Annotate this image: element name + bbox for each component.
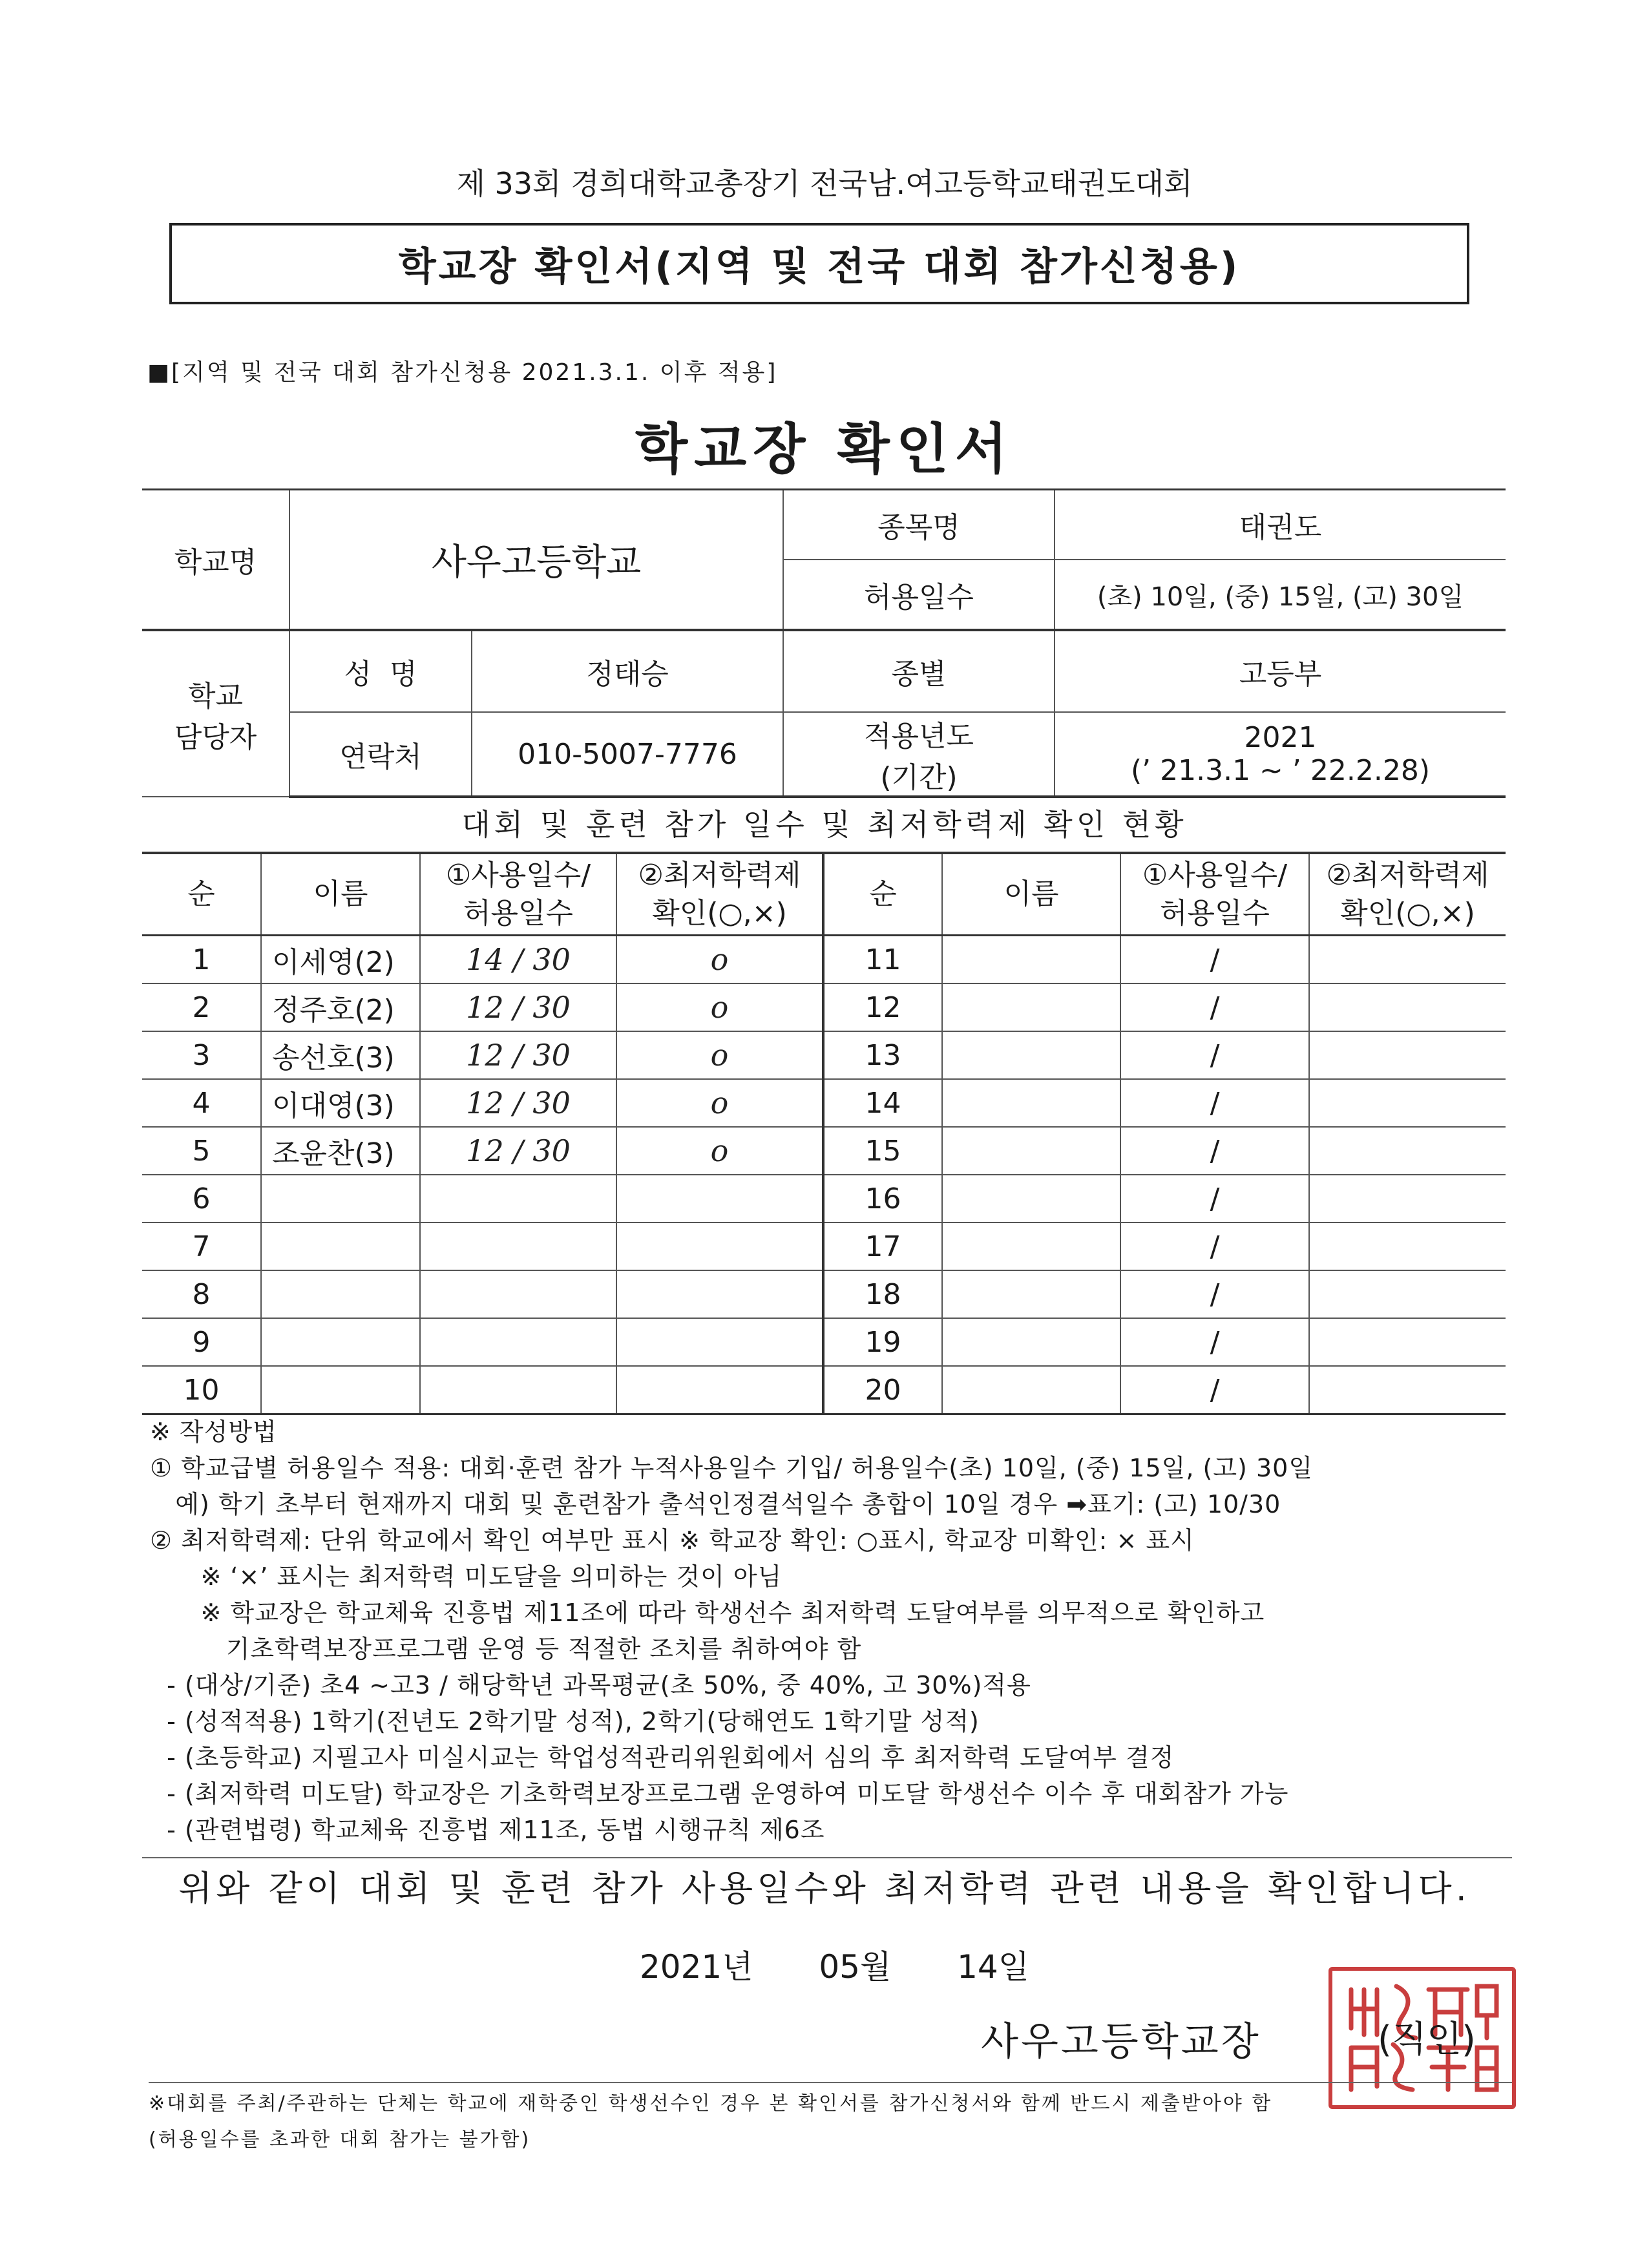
row-check-right <box>1309 1270 1506 1318</box>
col-check-right <box>1309 853 1506 936</box>
row-days: 12 / 30 <box>420 1031 616 1079</box>
row-name <box>261 1270 420 1318</box>
table-header-row <box>142 853 1506 936</box>
method-line: 기초학력보장프로그램 운영 등 적절한 조치를 취하여야 함 <box>150 1635 862 1663</box>
seal-label: (직인) <box>1378 2019 1476 2061</box>
row-name: 이세영(2) <box>261 936 420 984</box>
row-no: 10 <box>142 1366 261 1414</box>
contact-value: 010-5007-7776 <box>472 712 783 797</box>
allowed-days-value: (초) 10일, (중) 15일, (고) 30일 <box>1055 560 1506 630</box>
row-no: 8 <box>142 1270 261 1318</box>
row-no-right: 11 <box>823 936 942 984</box>
row-no-right: 18 <box>823 1270 942 1318</box>
row-no-right: 12 <box>823 983 942 1031</box>
row-name <box>261 1223 420 1270</box>
row-check <box>616 1270 823 1318</box>
footer-divider <box>149 2082 1512 2083</box>
division-label: 종별 <box>783 630 1055 712</box>
row-check <box>616 1366 823 1414</box>
footer-note <box>149 2082 1512 2158</box>
row-days-right: / <box>1120 1270 1309 1318</box>
divider <box>142 1857 1512 1858</box>
row-days-right: / <box>1120 1223 1309 1270</box>
row-days <box>420 1223 616 1270</box>
document-type-box: 학교장 확인서(지역 및 전국 대회 참가신청용) <box>169 223 1469 304</box>
row-name-right <box>942 1270 1120 1318</box>
row-no: 1 <box>142 936 261 984</box>
row-check <box>616 1318 823 1366</box>
col-no-right: 순 <box>823 853 942 936</box>
table-row <box>142 1270 1506 1318</box>
row-no-right: 20 <box>823 1366 942 1414</box>
document-title: 학교장 확인서 <box>635 417 1014 481</box>
row-name-right <box>942 1318 1120 1366</box>
row-days: 12 / 30 <box>420 983 616 1031</box>
event-title: 제 33회 경희대학교총장기 전국남.여고등학교태권도대회 <box>456 166 1193 201</box>
row-name-right <box>942 936 1120 984</box>
row-days-right: / <box>1120 1031 1309 1079</box>
row-name <box>261 1175 420 1223</box>
manager-name-value: 정태승 <box>472 630 783 712</box>
row-name: 이대영(3) <box>261 1079 420 1127</box>
row-name <box>261 1318 420 1366</box>
date-year: 2021년 <box>640 1948 753 1986</box>
row-days: 14 / 30 <box>420 936 616 984</box>
table-row <box>142 1175 1506 1223</box>
row-days-right: / <box>1120 1366 1309 1414</box>
manager-label <box>142 630 289 797</box>
row-days-right: / <box>1120 936 1309 984</box>
col-days <box>420 853 616 936</box>
row-days <box>420 1270 616 1318</box>
period-value-year: 2021 <box>1244 721 1317 754</box>
col-days-right-line2: 허용일수 <box>1159 897 1270 930</box>
row-check-right <box>1309 1031 1506 1079</box>
row-check-right <box>1309 1223 1506 1270</box>
col-check-right-line2: 확인(○,×) <box>1340 897 1475 930</box>
application-notice: ■[지역 및 전국 대회 참가신청용 2021.3.1. 이후 적용] <box>147 359 778 386</box>
row-no: 6 <box>142 1175 261 1223</box>
row-check: o <box>616 1079 823 1127</box>
row-no: 7 <box>142 1223 261 1270</box>
col-days-line2: 허용일수 <box>463 897 573 930</box>
row-no-right: 14 <box>823 1079 942 1127</box>
row-days-right: / <box>1120 1175 1309 1223</box>
method-line: ※ ‘×’ 표시는 최저학력 미도달을 의미하는 것이 아님 <box>150 1562 782 1591</box>
period-value <box>1055 712 1506 797</box>
table-row <box>142 1366 1506 1414</box>
row-check: o <box>616 1127 823 1175</box>
status-title: 대회 및 훈련 참가 일수 및 최저학력제 확인 현황 <box>461 807 1188 842</box>
row-name-right <box>942 1366 1120 1414</box>
row-no: 4 <box>142 1079 261 1127</box>
method-line: - (성적적용) 1학기(전년도 2학기말 성적), 2학기(당해연도 1학기말 성적) <box>150 1707 980 1736</box>
row-days: 12 / 30 <box>420 1127 616 1175</box>
table-row <box>142 1127 1506 1175</box>
row-check-right <box>1309 1175 1506 1223</box>
row-name-right <box>942 1079 1120 1127</box>
col-check <box>616 853 823 936</box>
row-name-right <box>942 1223 1120 1270</box>
row-check-right <box>1309 1366 1506 1414</box>
row-no-right: 19 <box>823 1318 942 1366</box>
row-no-right: 13 <box>823 1031 942 1079</box>
method-lines <box>150 1450 1520 1848</box>
sport-value: 태권도 <box>1055 490 1506 560</box>
manager-label-line2: 담당자 <box>174 720 257 754</box>
row-no-right: 17 <box>823 1223 942 1270</box>
row-days <box>420 1175 616 1223</box>
row-check: o <box>616 983 823 1031</box>
row-days-right: / <box>1120 1079 1309 1127</box>
row-name-right <box>942 1127 1120 1175</box>
allowed-days-label: 허용일수 <box>783 560 1055 630</box>
col-check-line1: ②최저학력제 <box>638 858 801 892</box>
manager-label-line1: 학교 <box>187 679 243 713</box>
row-days <box>420 1318 616 1366</box>
col-check-right-line1: ②최저학력제 <box>1326 858 1489 892</box>
date <box>640 1941 1029 1988</box>
row-name-right <box>942 1175 1120 1223</box>
row-check-right <box>1309 1079 1506 1127</box>
footer-line2: (허용일수를 초과한 대회 참가는 불가함) <box>149 2128 531 2151</box>
row-name: 정주호(2) <box>261 983 420 1031</box>
row-no: 5 <box>142 1127 261 1175</box>
row-days-right: / <box>1120 983 1309 1031</box>
row-days-right: / <box>1120 1318 1309 1366</box>
school-name-label: 학교명 <box>142 490 289 631</box>
method-line: 예) 학기 초부터 현재까지 대회 및 훈련참가 출석인정결석일수 총합이 10일 경우 ➡표기: (고) 10/30 <box>150 1490 1281 1518</box>
row-check <box>616 1175 823 1223</box>
method-line: - (대상/기준) 초4 ~고3 / 해당학년 과목평균(초 50%, 중 40%, 고 30%)적용 <box>150 1671 1031 1699</box>
footer-line1: ※대회를 주최/주관하는 단체는 학교에 재학중인 학생선수인 경우 본 확인서를 참가신청서와 함께 반드시 제출받아야 함 <box>149 2092 1273 2115</box>
school-info-table <box>142 488 1506 798</box>
participation-table <box>142 852 1506 1415</box>
date-day: 14일 <box>957 1948 1030 1986</box>
row-days-right: / <box>1120 1127 1309 1175</box>
row-name: 송선호(3) <box>261 1031 420 1079</box>
col-name-right: 이름 <box>942 853 1120 936</box>
method-heading: ※ 작성방법 <box>150 1418 277 1446</box>
writing-method <box>150 1414 1520 1858</box>
table-row <box>142 1223 1506 1270</box>
table-row <box>142 1079 1506 1127</box>
method-line: - (초등학교) 지필고사 미실시교는 학업성적관리위원회에서 심의 후 최저학력 도달여부 결정 <box>150 1743 1175 1772</box>
period-label <box>783 712 1055 797</box>
method-line: - (최저학력 미도달) 학교장은 기초학력보장프로그램 운영하여 미도달 학생선수 이수 후 대회참가 가능 <box>150 1780 1289 1808</box>
row-no: 9 <box>142 1318 261 1366</box>
row-name-right <box>942 983 1120 1031</box>
method-line: ※ 학교장은 학교체육 진흥법 제11조에 따라 학생선수 최저학력 도달여부를 의무적으로 확인하고 <box>150 1599 1265 1627</box>
division-value: 고등부 <box>1055 630 1506 712</box>
row-no: 2 <box>142 983 261 1031</box>
row-no-right: 16 <box>823 1175 942 1223</box>
col-days-right-line1: ①사용일수/ <box>1142 858 1288 892</box>
method-line: ② 최저학력제: 단위 학교에서 확인 여부만 표시 ※ 학교장 확인: ○표시, 학교장 미확인: × 표시 <box>150 1526 1195 1555</box>
row-no: 3 <box>142 1031 261 1079</box>
school-name-value: 사우고등학교 <box>289 490 783 631</box>
confirmation-statement: 위와 같이 대회 및 훈련 참가 사용일수와 최저학력 관련 내용을 확인합니다. <box>178 1868 1471 1909</box>
method-line: ① 학교급별 허용일수 적용: 대회·훈련 참가 누적사용일수 기입/ 허용일수(초) 10일, (중) 15일, (고) 30일 <box>150 1454 1314 1482</box>
row-check-right <box>1309 936 1506 984</box>
table-row <box>142 1031 1506 1079</box>
period-value-range: (’ 21.3.1 ~ ’ 22.2.28) <box>1130 754 1430 787</box>
col-check-line2: 확인(○,×) <box>652 897 787 930</box>
row-check: o <box>616 936 823 984</box>
row-check-right <box>1309 1318 1506 1366</box>
col-days-line1: ①사용일수/ <box>445 858 591 892</box>
col-no: 순 <box>142 853 261 936</box>
table-row <box>142 936 1506 984</box>
method-line: - (관련법령) 학교체육 진흥법 제11조, 동법 시행규칙 제6조 <box>150 1816 825 1844</box>
principal-name: 사우고등학교장 <box>981 2019 1261 2064</box>
col-name: 이름 <box>261 853 420 936</box>
row-days <box>420 1366 616 1414</box>
row-check-right <box>1309 1127 1506 1175</box>
row-no-right: 15 <box>823 1127 942 1175</box>
row-name <box>261 1366 420 1414</box>
row-check <box>616 1223 823 1270</box>
col-days-right <box>1120 853 1309 936</box>
period-label-line2: (기간) <box>880 761 958 794</box>
contact-label: 연락처 <box>289 712 472 797</box>
date-month: 05월 <box>819 1948 892 1986</box>
period-label-line1: 적용년도 <box>863 720 974 753</box>
row-days: 12 / 30 <box>420 1079 616 1127</box>
row-name-right <box>942 1031 1120 1079</box>
row-name: 조윤찬(3) <box>261 1127 420 1175</box>
table-row <box>142 1318 1506 1366</box>
table-row <box>142 983 1506 1031</box>
row-check-right <box>1309 983 1506 1031</box>
sport-label: 종목명 <box>783 490 1055 560</box>
manager-name-label: 성 명 <box>289 630 472 712</box>
row-check: o <box>616 1031 823 1079</box>
